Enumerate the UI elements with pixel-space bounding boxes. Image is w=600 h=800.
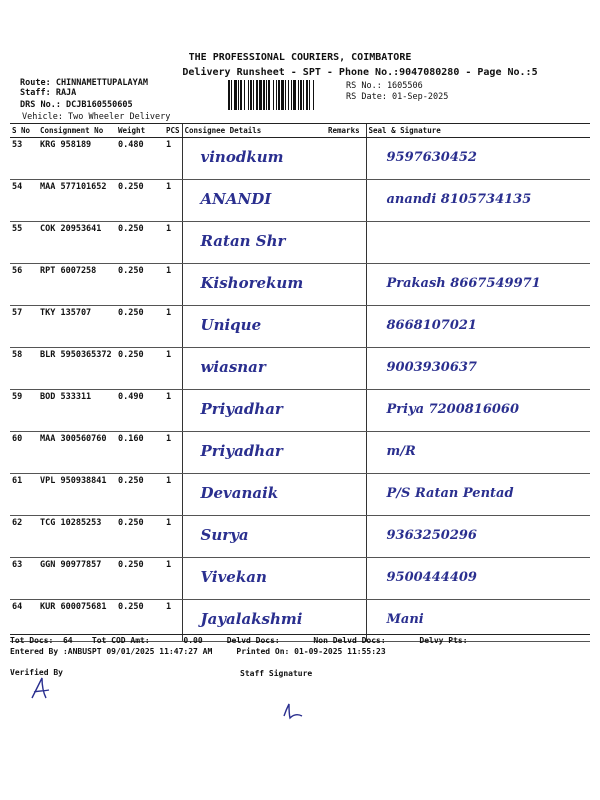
consignee-handwritten: Unique xyxy=(200,316,262,334)
consignee-handwritten: Kishorekum xyxy=(200,274,304,292)
row-sno: 56 xyxy=(10,264,38,306)
signature-handwritten: anandi 8105734135 xyxy=(386,192,532,207)
row-consignee xyxy=(182,516,326,558)
row-weight: 0.250 xyxy=(116,516,164,558)
row-weight: 0.490 xyxy=(116,390,164,432)
consignee-handwritten: wiasnar xyxy=(200,358,266,376)
row-remarks xyxy=(326,474,366,516)
row-pcs: 1 xyxy=(164,474,182,516)
row-remarks xyxy=(326,306,366,348)
row-weight: 0.250 xyxy=(116,264,164,306)
row-weight: 0.250 xyxy=(116,348,164,390)
row-consignee xyxy=(182,390,326,432)
row-seal-signature xyxy=(366,348,590,390)
row-pcs: 1 xyxy=(164,432,182,474)
runsheet-table xyxy=(10,124,590,642)
totals-line: Tot Docs: 64 Tot COD Amt: 0.00 Delvd Docs: Non Delvd Docs: Delvy Pts: xyxy=(10,636,468,645)
row-consignee xyxy=(182,306,326,348)
row-weight: 0.250 xyxy=(116,222,164,264)
row-seal-signature xyxy=(366,264,590,306)
row-sno: 58 xyxy=(10,348,38,390)
consignee-handwritten: Surya xyxy=(200,526,249,544)
col-consignee: Consignee Details xyxy=(182,124,326,138)
row-weight: 0.250 xyxy=(116,600,164,642)
row-remarks xyxy=(326,432,366,474)
row-seal-signature xyxy=(366,138,590,180)
rs-number: RS No.: 1605506 xyxy=(346,81,423,91)
row-remarks xyxy=(326,264,366,306)
col-remarks: Remarks xyxy=(326,124,366,138)
row-remarks xyxy=(326,516,366,558)
row-consignment-no: COK 20953641 xyxy=(38,222,116,264)
table-row xyxy=(10,180,590,222)
row-consignment-no: KRG 958189 xyxy=(38,138,116,180)
consignee-handwritten: Devanaik xyxy=(200,484,279,502)
vehicle-label: Vehicle: Two Wheeler Delivery xyxy=(22,112,171,122)
table-row xyxy=(10,432,590,474)
signature-handwritten: m/R xyxy=(386,444,416,459)
signature-handwritten: 9597630452 xyxy=(386,150,477,165)
row-pcs: 1 xyxy=(164,558,182,600)
row-consignee xyxy=(182,474,326,516)
col-sno: S No xyxy=(10,124,38,138)
row-seal-signature xyxy=(366,306,590,348)
row-consignee xyxy=(182,180,326,222)
table-row xyxy=(10,558,590,600)
row-remarks xyxy=(326,222,366,264)
row-seal-signature xyxy=(366,432,590,474)
row-consignee xyxy=(182,432,326,474)
row-consignment-no: MAA 577101652 xyxy=(38,180,116,222)
row-remarks xyxy=(326,180,366,222)
row-weight: 0.250 xyxy=(116,474,164,516)
row-remarks xyxy=(326,138,366,180)
table-row xyxy=(10,516,590,558)
footer-rule xyxy=(10,634,590,635)
row-sno: 60 xyxy=(10,432,38,474)
staff-label: Staff: RAJA xyxy=(20,88,77,98)
route-label: Route: CHINNAMETTUPALAYAM xyxy=(20,78,148,88)
row-consignee xyxy=(182,138,326,180)
row-consignee xyxy=(182,222,326,264)
row-pcs: 1 xyxy=(164,516,182,558)
row-remarks xyxy=(326,348,366,390)
staff-signature-label: Staff Signature xyxy=(240,669,313,678)
signature-handwritten: 8668107021 xyxy=(386,318,477,333)
row-consignment-no: BLR 5950365372 xyxy=(38,348,116,390)
runsheet-subtitle: Delivery Runsheet - SPT - Phone No.:9047080280 - Page No.:5 xyxy=(182,67,538,78)
col-seal: Seal & Signature xyxy=(366,124,590,138)
row-consignment-no: KUR 600075681 xyxy=(38,600,116,642)
verifier-signature xyxy=(28,676,52,702)
row-pcs: 1 xyxy=(164,222,182,264)
row-weight: 0.250 xyxy=(116,558,164,600)
row-consignment-no: GGN 90977857 xyxy=(38,558,116,600)
row-consignment-no: RPT 6007258 xyxy=(38,264,116,306)
row-consignee xyxy=(182,348,326,390)
col-weight: Weight xyxy=(116,124,164,138)
row-consignment-no: TKY 135707 xyxy=(38,306,116,348)
table-row xyxy=(10,264,590,306)
table-header-row xyxy=(10,124,590,138)
table-row xyxy=(10,138,590,180)
table-row xyxy=(10,474,590,516)
row-consignment-no: TCG 10285253 xyxy=(38,516,116,558)
row-sno: 55 xyxy=(10,222,38,264)
row-consignment-no: BOD 533311 xyxy=(38,390,116,432)
drs-number: DRS No.: DCJB160550605 xyxy=(20,100,133,110)
row-seal-signature xyxy=(366,222,590,264)
entered-by-line: Entered By :ANBUSPT 09/01/2025 11:47:27 AM Printed On: 01-09-2025 11:55:23 xyxy=(10,647,386,656)
row-sno: 53 xyxy=(10,138,38,180)
row-pcs: 1 xyxy=(164,306,182,348)
row-consignee xyxy=(182,264,326,306)
row-consignee xyxy=(182,558,326,600)
row-weight: 0.480 xyxy=(116,138,164,180)
row-sno: 63 xyxy=(10,558,38,600)
consignee-handwritten: Priyadhar xyxy=(200,400,283,418)
signature-handwritten: 9003930637 xyxy=(386,360,477,375)
table-row xyxy=(10,348,590,390)
row-pcs: 1 xyxy=(164,180,182,222)
row-sno: 54 xyxy=(10,180,38,222)
signature-handwritten: Prakash 8667549971 xyxy=(386,276,541,291)
consignee-handwritten: vinodkum xyxy=(200,148,284,166)
row-pcs: 1 xyxy=(164,348,182,390)
row-pcs: 1 xyxy=(164,390,182,432)
row-seal-signature xyxy=(366,516,590,558)
row-remarks xyxy=(326,390,366,432)
row-seal-signature xyxy=(366,180,590,222)
signature-handwritten: Priya 7200816060 xyxy=(386,402,520,417)
table-row xyxy=(10,390,590,432)
row-consignment-no: MAA 300560760 xyxy=(38,432,116,474)
company-title: THE PROFESSIONAL COURIERS, COIMBATORE xyxy=(188,52,412,63)
row-sno: 57 xyxy=(10,306,38,348)
col-consignment: Consignment No xyxy=(38,124,116,138)
row-weight: 0.250 xyxy=(116,180,164,222)
consignee-handwritten: Ratan Shr xyxy=(200,232,286,250)
consignee-handwritten: ANANDI xyxy=(200,190,272,208)
row-sno: 64 xyxy=(10,600,38,642)
row-seal-signature xyxy=(366,390,590,432)
table-row xyxy=(10,306,590,348)
consignee-handwritten: Vivekan xyxy=(200,568,267,586)
verified-by-label: Verified By xyxy=(10,668,63,677)
row-sno: 61 xyxy=(10,474,38,516)
signature-handwritten: P/S Ratan Pentad xyxy=(386,486,514,501)
signature-handwritten: 9363250296 xyxy=(386,528,477,543)
col-pcs: PCS xyxy=(164,124,182,138)
signature-handwritten: 9500444409 xyxy=(386,570,477,585)
row-weight: 0.160 xyxy=(116,432,164,474)
row-seal-signature xyxy=(366,474,590,516)
rs-date: RS Date: 01-Sep-2025 xyxy=(346,92,449,102)
row-remarks xyxy=(326,558,366,600)
row-sno: 59 xyxy=(10,390,38,432)
row-sno: 62 xyxy=(10,516,38,558)
row-pcs: 1 xyxy=(164,600,182,642)
row-seal-signature xyxy=(366,558,590,600)
row-consignment-no: VPL 950938841 xyxy=(38,474,116,516)
consignee-handwritten: Priyadhar xyxy=(200,442,283,460)
row-pcs: 1 xyxy=(164,264,182,306)
row-weight: 0.250 xyxy=(116,306,164,348)
signature-handwritten: Mani xyxy=(386,612,424,627)
consignee-handwritten: Jayalakshmi xyxy=(200,610,303,628)
table-row xyxy=(10,222,590,264)
barcode xyxy=(228,80,343,110)
staff-signature xyxy=(280,702,310,722)
row-pcs: 1 xyxy=(164,138,182,180)
